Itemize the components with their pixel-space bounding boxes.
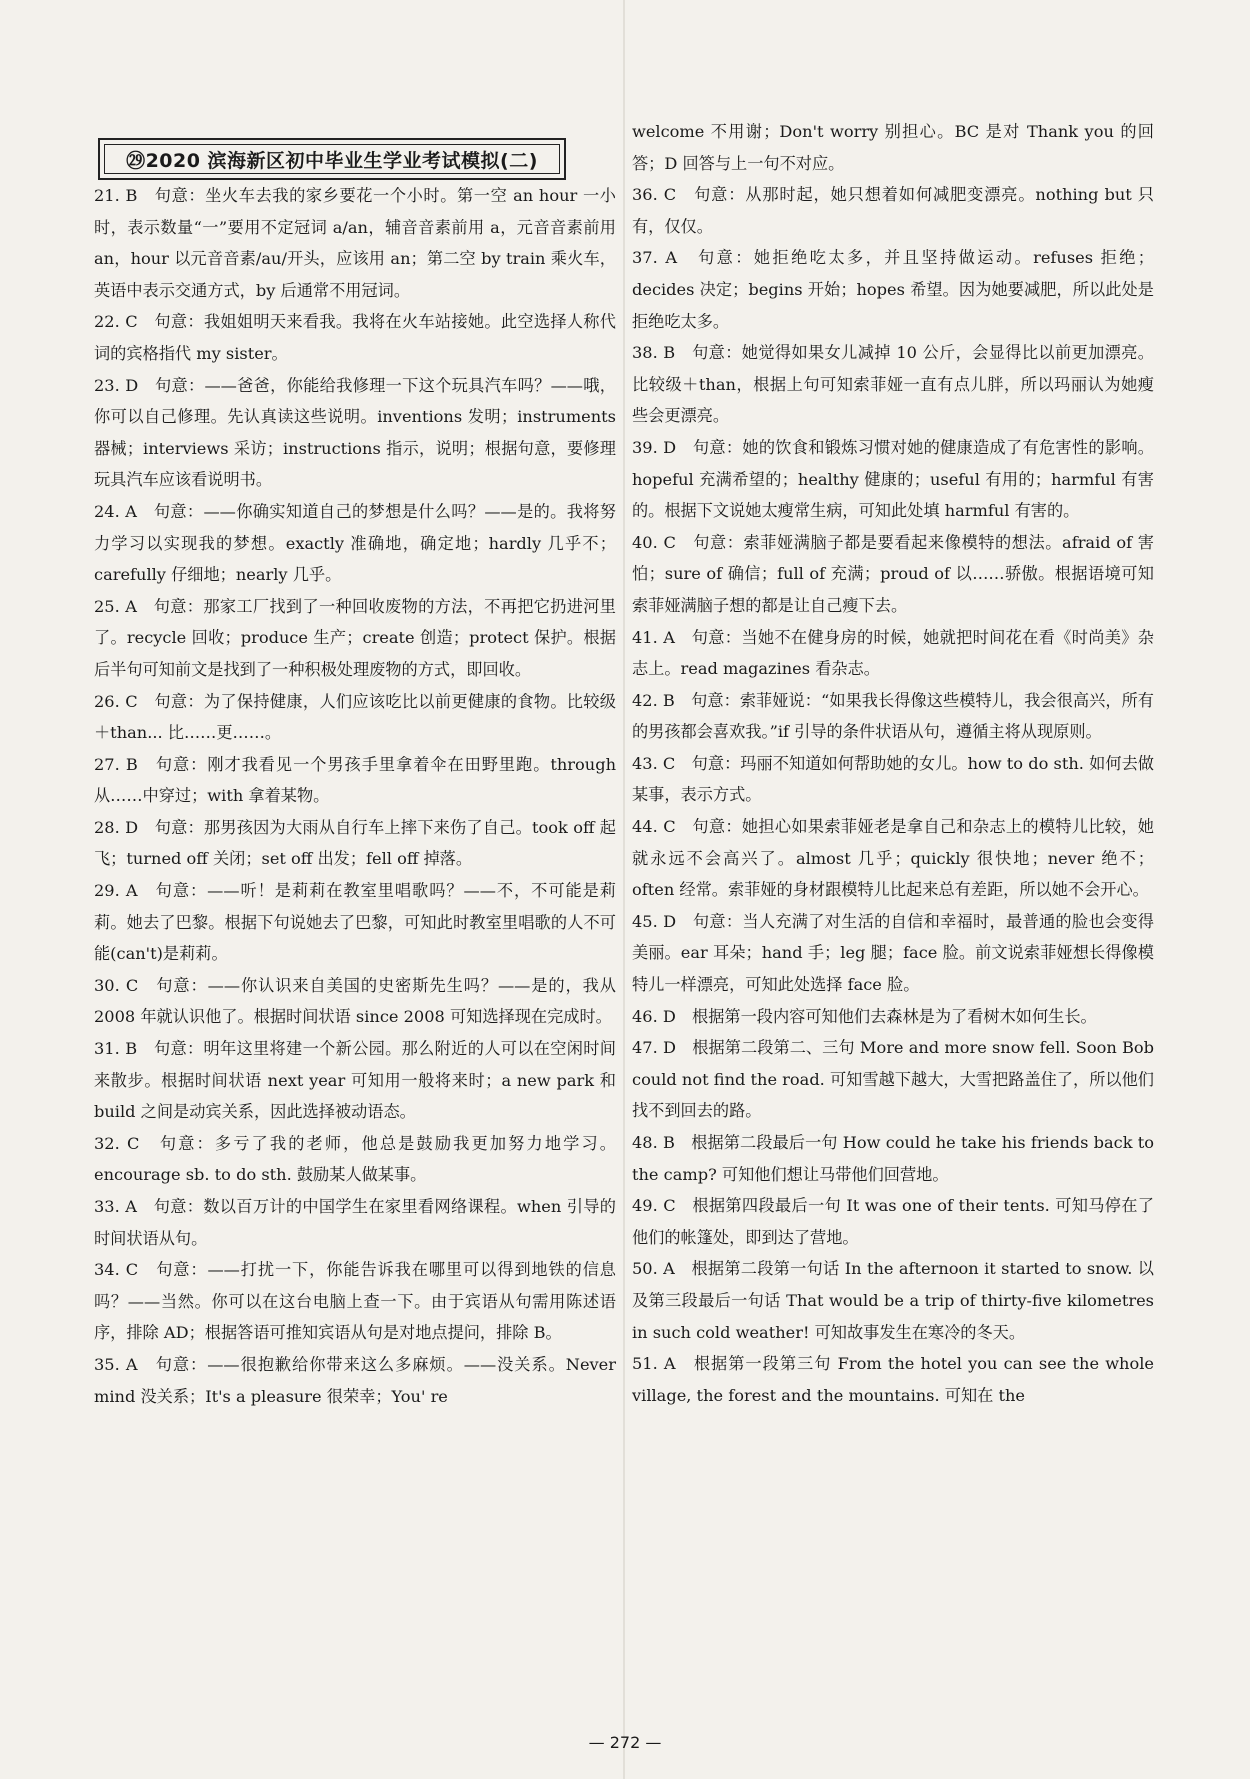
left-answer-list <box>94 180 616 1412</box>
page-number: — 272 — <box>588 1733 662 1752</box>
answer-explanation: 40. C 句意：索菲娅满脑子都是要看起来像模特的想法。afraid of 害怕；sure of 确信；full of 充满；proud of 以……骄傲。根据语境可知索菲娅满脑子想的都是让自己瘦下去。 <box>632 532 1154 615</box>
answer-explanation: 48. B 根据第二段最后一句 How could he take his friends back to the camp? 可知他们想让马带他们回营地。 <box>632 1133 1154 1184</box>
answer-explanation: 32. C 句意：多亏了我的老师，他总是鼓励我更加努力地学习。encourage sb. to do sth. 鼓励某人做某事。 <box>94 1133 616 1185</box>
answer-explanation: 24. A 句意：——你确实知道自己的梦想是什么吗？——是的。我将努力学习以实现我的梦想。exactly 准确地，确定地；hardly 几乎不；carefully 仔细地；nearly 几乎。 <box>94 501 616 585</box>
answer-explanation: 50. A 根据第二段第一句话 In the afternoon it started to snow. 以及第三段最后一句话 That would be a trip of thirty-five kilometres in such cold weather! 可知故事发生在寒冷的冬天。 <box>632 1259 1154 1342</box>
answer-explanation: 23. D 句意：——爸爸，你能给我修理一下这个玩具汽车吗？——哦，你可以自己修理。先认真读这些说明。inventions 发明；instruments 器械；interviews 采访；instructions 指示，说明；根据句意，要修理玩具汽车应该看说明书。 <box>94 375 616 490</box>
answer-explanation: 43. C 句意：玛丽不知道如何帮助她的女儿。how to do sth. 如何去做某事，表示方式。 <box>632 753 1154 805</box>
answer-explanation: 30. C 句意：——你认识来自美国的史密斯先生吗？——是的，我从 2008 年就认识他了。根据时间状语 since 2008 可知选择现在完成时。 <box>94 975 616 1027</box>
answer-explanation: 21. B 句意：坐火车去我的家乡要花一个小时。第一空 an hour 一小时，表示数量“一”要用不定冠词 a/an，辅音音素前用 a，元音音素前用 an，hour 以元音音素/au/开头，应该用 an；第二空 by train 乘火车，英语中表示交通方式，by 后通常不用冠词。 <box>94 186 616 300</box>
answer-explanation: 28. D 句意：那男孩因为大雨从自行车上摔下来伤了自己。took off 起飞；turned off 关闭；set off 出发；fell off 掉落。 <box>94 817 616 869</box>
answer-explanation: 33. A 句意：数以百万计的中国学生在家里看网络课程。when 引导的时间状语从句。 <box>94 1197 616 1248</box>
answer-explanation: 22. C 句意：我姐姐明天来看我。我将在火车站接她。此空选择人称代词的宾格指代 my sister。 <box>94 312 616 363</box>
answer-explanation: 26. C 句意：为了保持健康，人们应该吃比以前更健康的食物。比较级＋than... 比……更……。 <box>94 691 616 743</box>
answer-explanation: 27. B 句意：刚才我看见一个男孩手里拿着伞在田野里跑。through 从……中穿过；with 拿着某物。 <box>94 754 616 806</box>
answer-explanation: 44. C 句意：她担心如果索菲娅老是拿自己和杂志上的模特儿比较，她就永远不会高兴了。almost 几乎；quickly 很快地；never 绝不；often 经常。索菲娅的身材跟模特儿比起来总有差距，所以她不会开心。 <box>632 817 1154 900</box>
answer-explanation: 41. A 句意：当她不在健身房的时候，她就把时间花在看《时尚美》杂志上。read magazines 看杂志。 <box>632 627 1154 679</box>
page-fold-shadow <box>623 0 625 1779</box>
section-title: ㉙2020 滨海新区初中毕业生学业考试模拟(二) <box>126 149 538 172</box>
answer-explanation: 46. D 根据第一段内容可知他们去森林是为了看树木如何生长。 <box>632 1006 1097 1026</box>
answer-explanation: 36. C 句意：从那时起，她只想着如何减肥变漂亮。nothing but 只有，仅仅。 <box>632 185 1154 236</box>
answer-explanation: 42. B 句意：索菲娅说：“如果我长得像这些模特儿，我会很高兴，所有的男孩都会喜欢我。”if 引导的条件状语从句，遵循主将从现原则。 <box>632 690 1154 742</box>
right-answer-list <box>632 116 1154 1411</box>
section-title-box <box>98 138 566 180</box>
answer-explanation: 47. D 根据第二段第二、三句 More and more snow fell. Soon Bob could not find the road. 可知雪越下越大，大雪把路盖住了，所以他们找不到回去的路。 <box>632 1038 1154 1121</box>
answer-explanation: 29. A 句意：——听！是莉莉在教室里唱歌吗？——不，不可能是莉莉。她去了巴黎。根据下句说她去了巴黎，可知此时教室里唱歌的人不可能(can't)是莉莉。 <box>94 881 616 964</box>
answer-explanation: 37. A 句意：她拒绝吃太多，并且坚持做运动。refuses 拒绝；decides 决定；begins 开始；hopes 希望。因为她要减肥，所以此处是拒绝吃太多。 <box>632 248 1154 331</box>
answer-explanation: 49. C 根据第四段最后一句 It was one of their tents. 可知马停在了他们的帐篷处，即到达了营地。 <box>632 1196 1154 1247</box>
answer-explanation: 39. D 句意：她的饮食和锻炼习惯对她的健康造成了有危害性的影响。hopeful 充满希望的；healthy 健康的；useful 有用的；harmful 有害的。根据下文说她太瘦常生病，可知此处填 harmful 有害的。 <box>632 437 1154 521</box>
answer-explanation: 25. A 句意：那家工厂找到了一种回收废物的方法，不再把它扔进河里了。recycle 回收；produce 生产；create 创造；protect 保护。根据后半句可知前文是找到了一种积极处理废物的方式，即回收。 <box>94 596 616 679</box>
answer-explanation: 51. A 根据第一段第三句 From the hotel you can see the whole village, the forest and the mountains. 可知在 the <box>632 1354 1154 1405</box>
answer-explanation: 34. C 句意：——打扰一下，你能告诉我在哪里可以得到地铁的信息吗？——当然。你可以在这台电脑上查一下。由于宾语从句需用陈述语序，排除 AD；根据答语可推知宾语从句是对地点提问，排除 B。 <box>94 1260 616 1343</box>
answer-explanation: 35. A 句意：——很抱歉给你带来这么多麻烦。——没关系。Never mind 没关系；It's a pleasure 很荣幸；You' re <box>94 1354 616 1406</box>
answer-explanation: 31. B 句意：明年这里将建一个新公园。那么附近的人可以在空闲时间来散步。根据时间状语 next year 可知用一般将来时；a new park 和 build 之间是动宾关系，因此选择被动语态。 <box>94 1039 616 1122</box>
answer-explanation: 45. D 句意：当人充满了对生活的自信和幸福时，最普通的脸也会变得美丽。ear 耳朵；hand 手；leg 腿；face 脸。前文说索菲娅想长得像模特儿一样漂亮，可知此处选择 face 脸。 <box>632 911 1154 995</box>
answer-explanation: welcome 不用谢；Don't worry 别担心。BC 是对 Thank you 的回答；D 回答与上一句不对应。 <box>632 122 1154 173</box>
answer-explanation: 38. B 句意：她觉得如果女儿减掉 10 公斤，会显得比以前更加漂亮。比较级＋than，根据上句可知索菲娅一直有点儿胖，所以玛丽认为她瘦些会更漂亮。 <box>632 343 1154 426</box>
